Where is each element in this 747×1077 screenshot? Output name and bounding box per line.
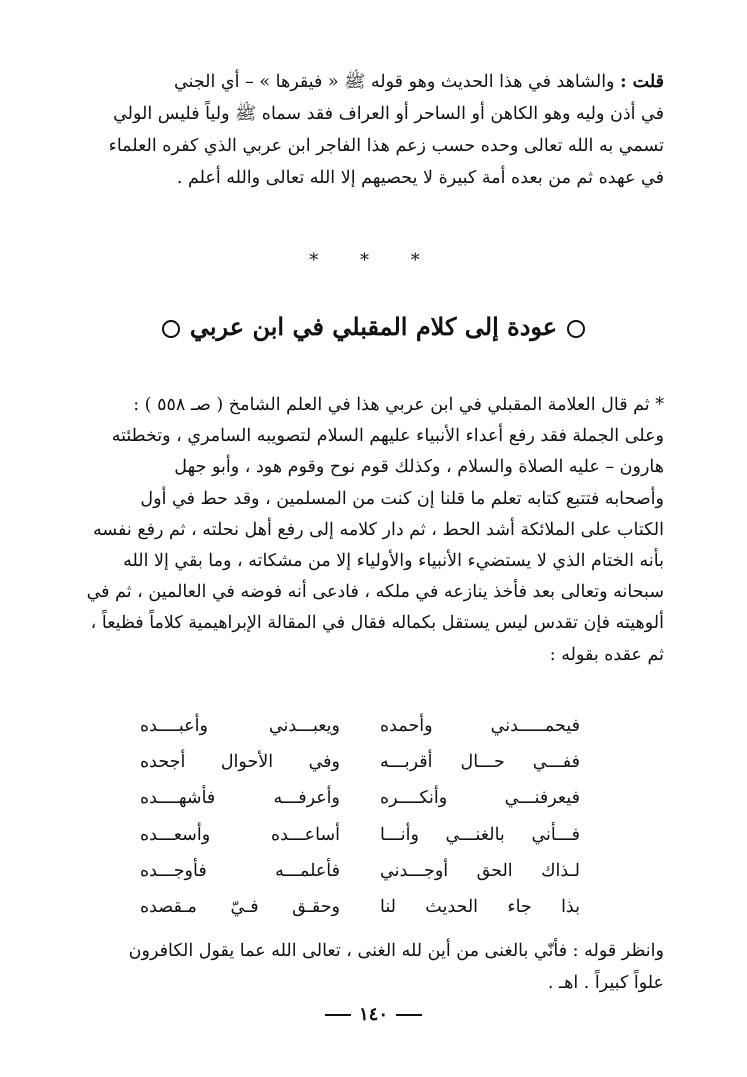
verse-second-hemistich: وفي الأحوال أجحده [140,752,340,773]
section-heading [0,312,747,341]
text-line: علواً كبيراً . اهـ . [547,973,664,993]
text-line: في عهده ثم من بعده أمة كبيرة لا يحصيهم إلا الله تعالى والله أعلم . [176,168,664,188]
poem-verse [140,817,580,853]
verse-first-hemistich: فيحمـــــدني وأحمده [380,716,580,736]
verse-first-hemistich: ففـــي حـــال أقربـــه [380,752,580,773]
verse-second-hemistich: وحقـق فـيّ مـقصده [140,896,340,917]
verse-first-hemistich: لـذاك الحق أوجـــدني [380,860,580,881]
page-number-text: ١٤٠ [358,1004,388,1025]
poem-verse [140,780,580,816]
text-line: الكتاب على الملائكة أشد الحط ، ثم دار كلامه إلى رفع أهل نحلته ، ثم رفع نفسه [93,519,664,540]
text-line: سبحانه وتعالى بعد فأخذ ينازعه في ملكه ، فادعى أنه فوضه في العالمين ، ثم في [86,582,664,603]
text-line: ثم عقده بقوله : [549,644,664,665]
verse-first-hemistich: فـــأني بالغنـــي وأنـــا [380,824,580,845]
text-line: * ثم قال العلامة المقبلي في ابن عربي هذا في العلم الشامخ ( صـ ٥٥٨ ) : [133,395,664,415]
text-line: وانظر قوله : فأنّي بالغنى من أين لله الغنى ، تعالى الله عما يقول الكافرون [128,941,664,961]
section-heading-text: عودة إلى كلام المقبلي في ابن عربي [189,312,558,341]
text-line: هارون – عليه الصلاة والسلام ، وكذلك قوم نوح وقوم هود ، وأبو جهل [174,457,664,478]
verse-second-hemistich: فأعلمـــه فأوجـــده [140,860,340,881]
poem-verse [140,744,580,780]
poem [140,708,580,925]
poem-verse [140,708,580,744]
closing-paragraph [84,935,664,999]
text-line: وأصحابه فتتبع كتابه تعلم ما قلنا إن كنت من المسلمين ، وقد حط في أول [140,488,664,509]
circle-ornament-icon [567,320,585,338]
text-line: وعلى الجملة فقد رفع أعداء الأنبياء عليهم السلام لتصويبه السامري ، وتخطئته [111,426,664,447]
verse-first-hemistich: فيعرفنـــي وأنكــــره [380,788,580,809]
verse-second-hemistich: وأعرفـــه فأشهــــده [140,788,340,809]
verse-second-hemistich: أساعـــده وأسعـــده [140,824,340,845]
verse-second-hemistich: ويعبـــدني وأعبــــده [140,716,340,736]
folio-dash [325,1014,351,1016]
text-line: بأنه الختام الذي لا يستضيء الأنبياء والأولياء إلا من مشكاته ، وما بقي إلا الله [123,551,664,572]
quote-paragraph [84,390,664,671]
lead-word: قلت : [620,72,664,92]
circle-ornament-icon [162,320,180,338]
text-line: تسمي به الله تعالى وحده حسب زعم هذا الفاجر ابن عربي الذي كفره العلماء [108,136,664,156]
text-line: في أذن وليه وهو الكاهن أو الساحر أو العراف فقد سماه ﷺ ولياً فليس الولي [113,104,664,124]
poem-verse [140,889,580,925]
verse-first-hemistich: بذا جاء الحديث لنا [380,896,580,917]
poem-verse [140,853,580,889]
page-number [0,1004,747,1025]
text-line [84,66,664,98]
folio-dash [396,1014,422,1016]
text-line: ألوهيته فإن تقدس ليس يستقل بكماله فقال في المقالة الإبراهيمية كلاماً فظيعاً ، [90,613,664,634]
section-separator: * * * [309,250,438,271]
top-paragraph [84,66,664,194]
text-line-content: والشاهد في هذا الحديث وهو قوله ﷺ « فيقرها » – أي الجني [174,72,615,92]
